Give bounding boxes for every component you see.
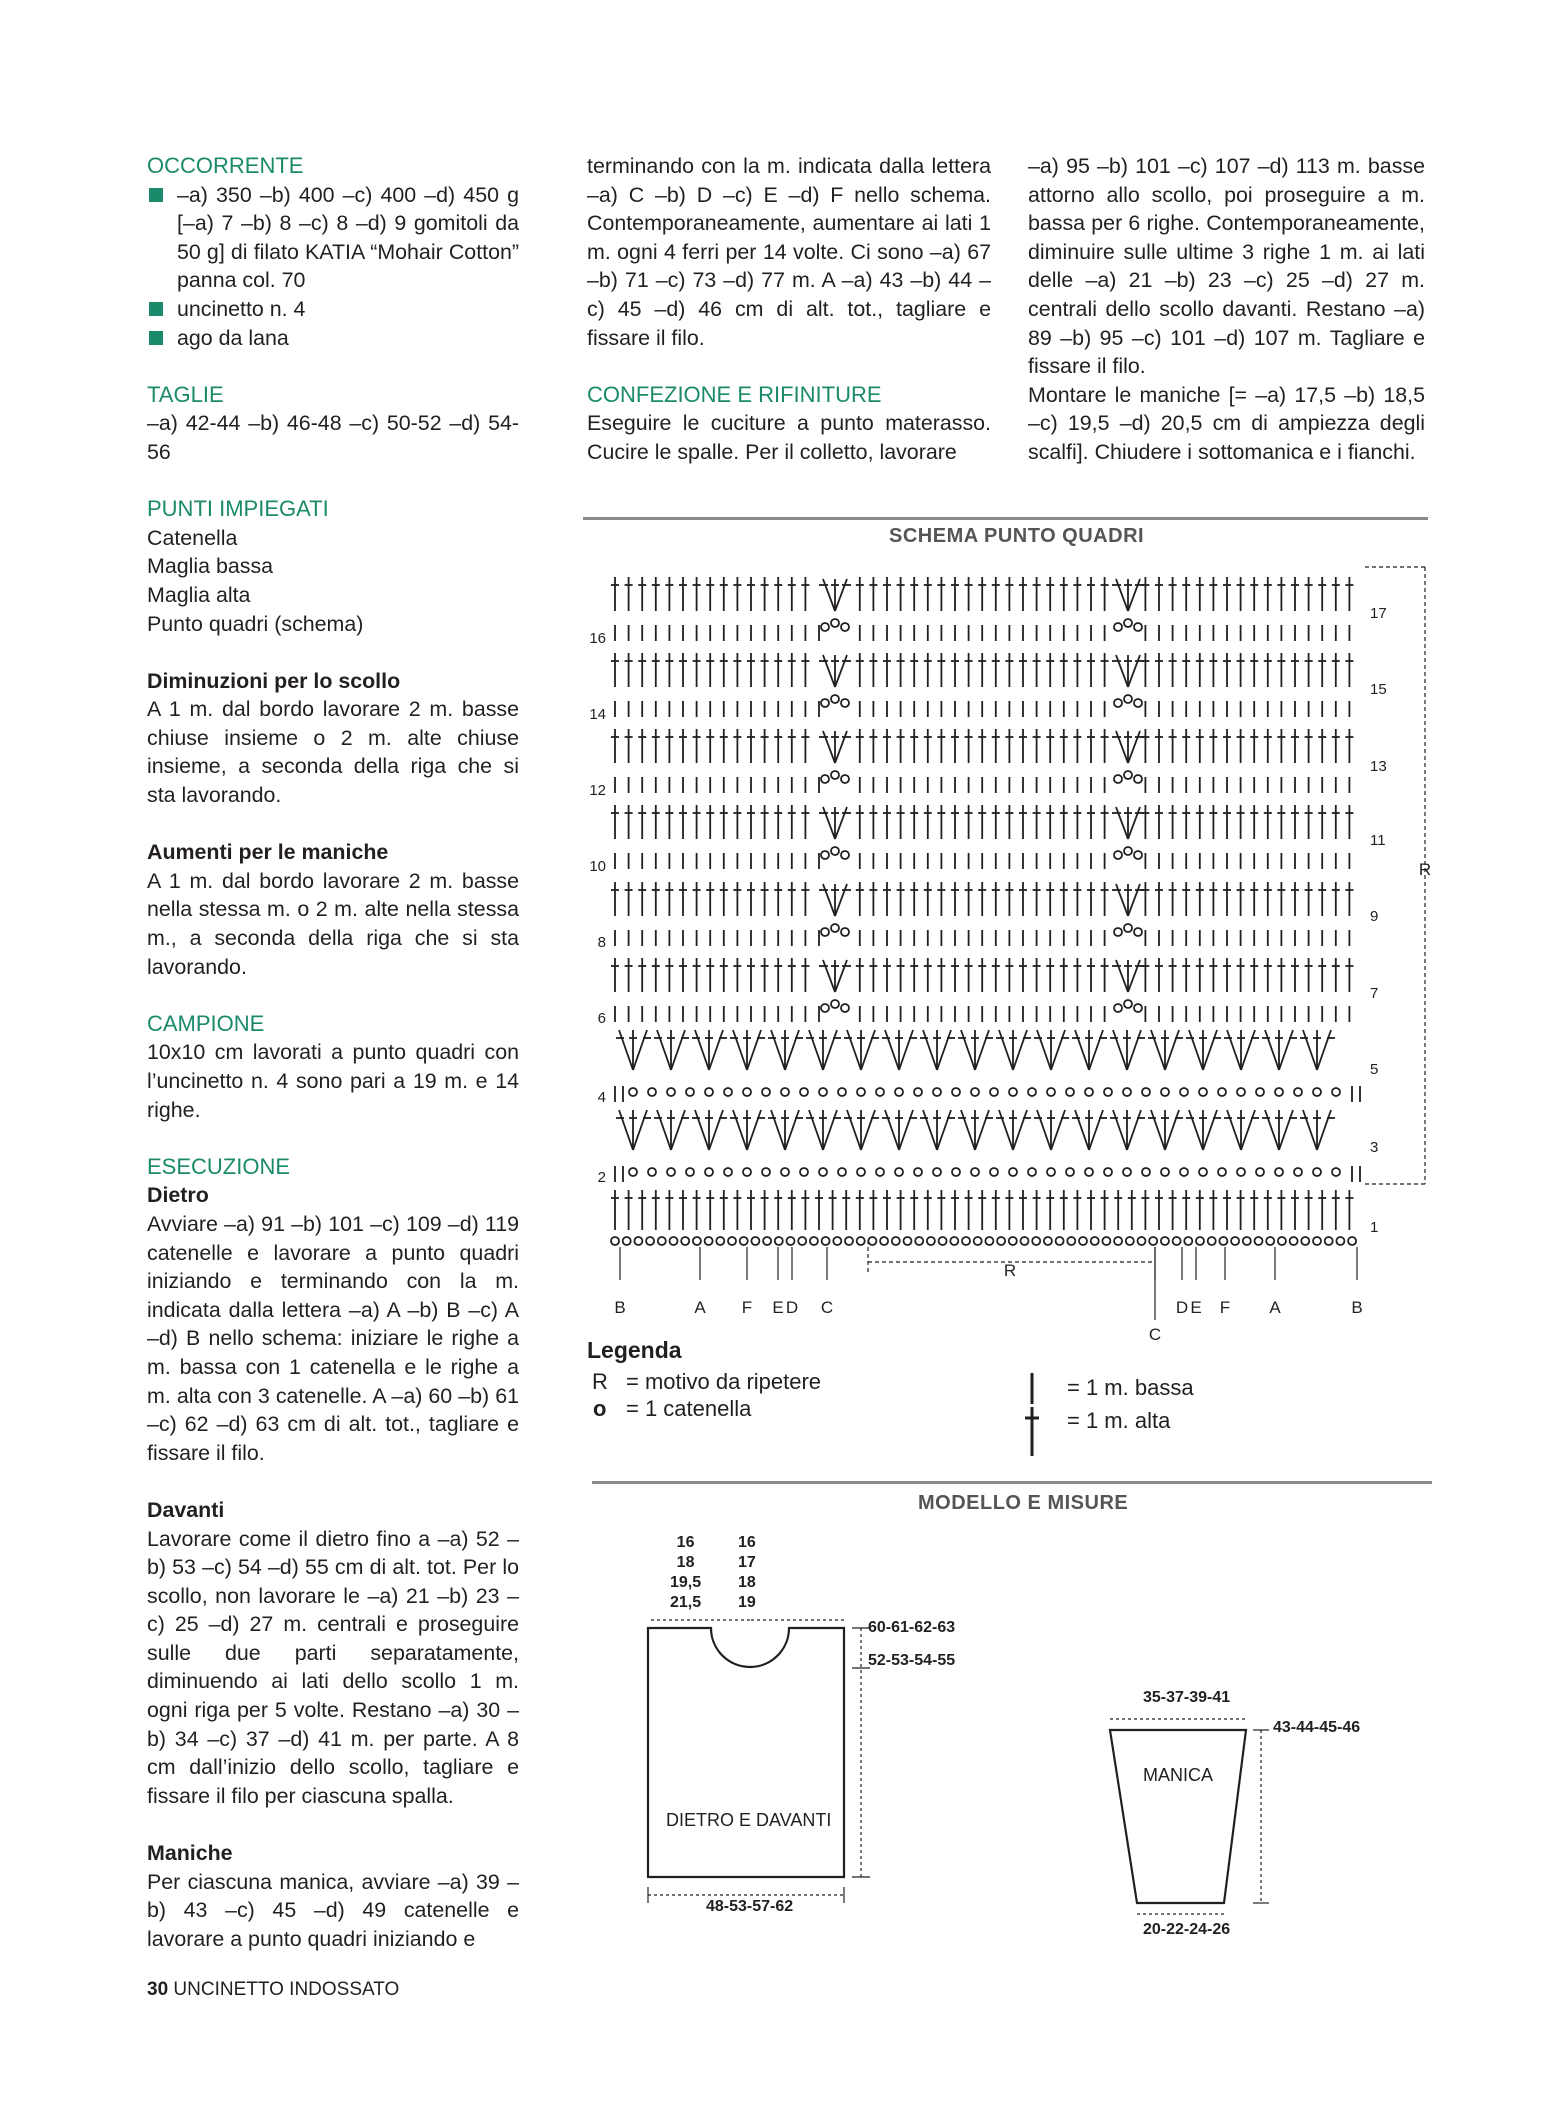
taglie-text: –a) 42-44 –b) 46-48 –c) 50-52 –d) 54-56 — [147, 411, 519, 464]
heading-taglie: TAGLIE — [147, 381, 224, 407]
stitch-letter-label: A — [1269, 1298, 1281, 1317]
punti-item: Catenella — [147, 525, 238, 550]
stitch-letter-label: F — [741, 1298, 753, 1317]
body-label: DIETRO E DAVANTI — [666, 1810, 832, 1830]
maniche-continued-text: terminando con la m. indicata dalla lettera –a) C –b) D –c) E –d) F nello schema. Contemporaneamente, aumentare ai lati 1 m. ogni 4 ferri per 14 volte. Ci sono –a) 67 –b) 71 –c) 73 –d) 77 m. A –a) 43 –b) 44 –c) 45 –d) 46 cm di alt. tot., tagliare e fissare il filo. — [587, 154, 991, 350]
heading-punti: PUNTI IMPIEGATI — [147, 496, 329, 522]
sleeve-bottom-dim: 20-22-24-26 — [1143, 1921, 1231, 1938]
page-number: 30 — [147, 1979, 169, 2000]
punti-item: Maglia bassa — [147, 554, 274, 579]
punti-item: Maglia alta — [147, 582, 251, 607]
divider — [583, 517, 1428, 520]
stitch-letter-label: E — [772, 1298, 784, 1317]
campione-text: 10x10 cm lavorati a punto quadri con l’uncinetto n. 4 sono pari a 19 m. e 14 righe. — [147, 1040, 519, 1122]
neck-left-dims: 16 18 19,5 21,5 — [670, 1534, 702, 1611]
stitch-letter-label: C — [1148, 1325, 1162, 1344]
row-number-right: 1 — [1370, 1219, 1379, 1236]
row-number-left: 2 — [597, 1169, 606, 1186]
divider — [592, 1481, 1432, 1484]
davanti-text: Lavorare come il dietro fino a –a) 52 –b) 53 –c) 54 –d) 55 cm di alt. tot. Per lo scollo, non lavorare le –a) 21 –b) 23 –c) 25 –d) 27 m. centrali e proseguire sulle due parti separatamente, diminuendo ai lati dello scollo 1 m. ogni riga per 5 volte. Restano –a) 30 –b) 34 –c) 37 –d) 41 m. per parte. A 8 cm dall’inizio dello scollo, tagliare e fissare il filo per ciascuna spalla. — [147, 1526, 519, 1808]
row-number-left: 16 — [589, 630, 606, 647]
stitch-letter-label: B — [1351, 1298, 1363, 1317]
row-number-right: 5 — [1370, 1061, 1379, 1078]
heading-campione: CAMPIONE — [147, 1010, 265, 1036]
stitch-letter-label: F — [1219, 1298, 1231, 1317]
row-number-left: 14 — [589, 706, 606, 723]
row-number-right: 15 — [1370, 681, 1387, 698]
row-number-right: 7 — [1370, 985, 1379, 1002]
row-number-left: 6 — [597, 1010, 606, 1027]
heading-occorrente: OCCORRENTE — [147, 153, 304, 178]
magazine-name: UNCINETTO INDOSSATO — [173, 1979, 400, 2000]
repeat-label: R — [1003, 1261, 1017, 1280]
height-neck-dim: 52-53-54-55 — [868, 1652, 956, 1669]
list-item: uncinetto n. 4 — [147, 295, 519, 324]
row-number-right: 17 — [1370, 605, 1387, 622]
heading-esecuzione: ESECUZIONE — [147, 1153, 291, 1179]
column-right — [1028, 152, 1425, 467]
heading-davanti: Davanti — [147, 1497, 225, 1522]
heading-aumenti: Aumenti per le maniche — [147, 840, 389, 865]
schema-title: SCHEMA PUNTO QUADRI — [889, 525, 1145, 547]
stitch-letter-label: A — [694, 1298, 706, 1317]
row-number-left: 12 — [589, 782, 606, 799]
stitch-letter-label: C — [820, 1298, 834, 1317]
confezione-text: Eseguire le cuciture a punto materasso. Cucire le spalle. Per il colletto, lavorare — [587, 411, 991, 464]
body-width-dim: 48-53-57-62 — [706, 1898, 794, 1915]
legend-title: Legenda — [587, 1337, 682, 1363]
legend-r-text: = motivo da ripetere — [626, 1369, 822, 1394]
column-left — [147, 152, 519, 1953]
legend-bassa-text: = 1 m. bassa — [1067, 1375, 1194, 1400]
heading-diminuzioni: Diminuzioni per lo scollo — [147, 668, 401, 693]
dietro-text: Avviare –a) 91 –b) 101 –c) 109 –d) 119 catenelle e lavorare a punto quadri iniziando e terminando con la m. indicata dalla lettera –a) A –b) B –c) A –d) B nello schema: iniziare le righe a m. bassa con 1 catenella e le righe a m. alta con 3 catenelle. A –a) 60 –b) 61 –c) 62 –d) 63 cm di alt. tot., tagliare e fissare il filo. — [147, 1211, 519, 1465]
heading-confezione: CONFEZIONE E RIFINITURE — [587, 381, 882, 407]
legend-stitch-icons — [1022, 1370, 1042, 1460]
heading-dietro: Dietro — [147, 1183, 209, 1208]
list-item: ago da lana — [147, 324, 519, 353]
sleeve-height-dim: 43-44-45-46 — [1273, 1719, 1361, 1736]
diminuzioni-text: A 1 m. dal bordo lavorare 2 m. basse chiuse insieme o 2 m. alte chiuse insieme, a seconda della riga che si sta lavorando. — [147, 697, 519, 808]
row-number-right: 3 — [1370, 1139, 1379, 1156]
row-number-right: 11 — [1370, 832, 1386, 849]
legend-r-symbol: R — [592, 1369, 608, 1394]
row-number-left: 10 — [589, 858, 606, 875]
stitch-chart — [580, 560, 1450, 1350]
modello-title: MODELLO E MISURE — [918, 1492, 1129, 1514]
column-middle — [587, 152, 991, 467]
bullet-square-icon — [149, 302, 163, 316]
repeat-label: R — [1418, 860, 1432, 879]
list-item: –a) 350 –b) 400 –c) 400 –d) 450 g [–a) 7 –b) 8 –c) 8 –d) 9 gomitoli da 50 g] di filato KATIA “Mohair Cotton” panna col. 70 — [147, 181, 519, 295]
montaggio-text: Montare le maniche [= –a) 17,5 –b) 18,5 –c) 19,5 –d) 20,5 cm di ampiezza degli scalfi]. Chiudere i sottomanica e i fianchi. — [1028, 382, 1425, 464]
bullet-square-icon — [149, 331, 163, 345]
legend-catenella-symbol: o — [593, 1396, 607, 1421]
legend-alta-text: = 1 m. alta — [1067, 1408, 1171, 1433]
page-footer — [147, 1979, 399, 2001]
bullet-square-icon — [149, 188, 163, 202]
neck-right-dims: 16 17 18 19 — [738, 1534, 756, 1611]
stitch-letter-label: E — [1190, 1298, 1202, 1317]
heading-maniche: Maniche — [147, 1841, 233, 1866]
row-number-right: 13 — [1370, 758, 1387, 775]
row-number-left: 8 — [597, 934, 606, 951]
aumenti-text: A 1 m. dal bordo lavorare 2 m. basse nella stessa m. o 2 m. alte nella stessa m., a seconda della riga che si sta lavorando. — [147, 868, 519, 979]
colletto-text: –a) 95 –b) 101 –c) 107 –d) 113 m. basse attorno allo scollo, poi proseguire a m. bassa per 6 righe. Contemporaneamente, diminuire sulle ultime 3 righe 1 m. ai lati delle –a) 21 –b) 23 –c) 25 –d) 27 m. centrali dello scollo davanti. Restano –a) 89 –b) 95 –c) 101 –d) 107 m. Tagliare e fissare il filo. — [1028, 154, 1425, 379]
row-number-right: 9 — [1370, 908, 1379, 925]
maniche-text: Per ciascuna manica, avviare –a) 39 –b) 43 –c) 45 –d) 49 catenelle e lavorare a punto quadri iniziando e — [147, 1869, 519, 1951]
stitch-letter-label: D — [1175, 1298, 1189, 1317]
punti-item: Punto quadri (schema) — [147, 611, 364, 636]
sleeve-label: MANICA — [1143, 1765, 1214, 1785]
sleeve-top-dim: 35-37-39-41 — [1143, 1689, 1231, 1706]
row-number-left: 4 — [597, 1089, 606, 1106]
stitch-letter-label: B — [614, 1298, 626, 1317]
legend-catenella-text: = 1 catenella — [626, 1396, 752, 1421]
height-total-dim: 60-61-62-63 — [868, 1619, 956, 1636]
stitch-letter-label: D — [785, 1298, 799, 1317]
